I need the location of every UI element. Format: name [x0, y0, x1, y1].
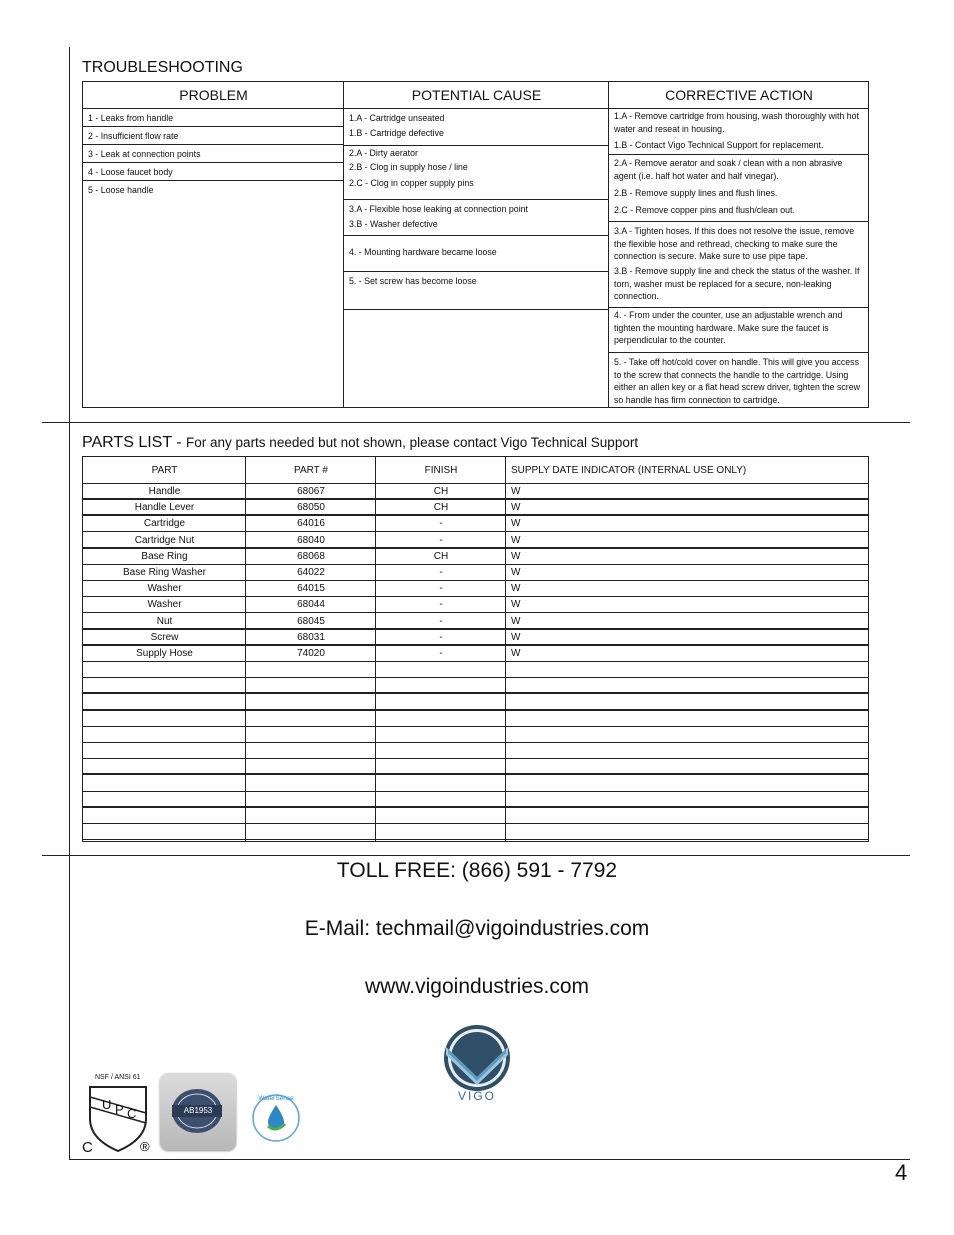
cause-row-1 — [344, 109, 609, 146]
cause-3a: 3.A - Flexible hose leaking at connection point — [349, 204, 528, 214]
supply-date-indicator: W — [511, 518, 521, 530]
action-row-5 — [609, 353, 869, 408]
part-finish: - — [439, 518, 443, 530]
ab1953-logo — [160, 1073, 236, 1150]
part-finish: - — [439, 534, 443, 546]
part-number: 68045 — [297, 615, 325, 627]
part-number: 68068 — [297, 550, 325, 562]
table-row — [83, 630, 868, 646]
part-finish: - — [439, 599, 443, 611]
supply-date-indicator: W — [511, 583, 521, 595]
supply-date-indicator: W — [511, 502, 521, 514]
action-1b: 1.B - Contact Vigo Technical Support for replacement. — [614, 140, 824, 150]
cause-row-3 — [344, 200, 609, 236]
ab1953-text: AB1953 — [183, 1106, 213, 1115]
problem-3: 3 - Leak at connection points — [83, 145, 344, 163]
upc-registered-mark: ® — [140, 1139, 150, 1154]
table-row — [83, 678, 868, 694]
table-row — [83, 581, 868, 597]
header-corrective-action: CORRECTIVE ACTION — [609, 82, 869, 109]
action-row-2 — [609, 155, 869, 222]
action-2b: 2.B - Remove supply lines and flush lines. — [614, 188, 778, 198]
header-finish: FINISH — [424, 465, 458, 476]
table-row — [83, 808, 868, 824]
action-row-3 — [609, 222, 869, 308]
cause-2c: 2.C - Clog in copper supply pins — [349, 178, 474, 188]
table-row — [83, 484, 868, 500]
part-number: 68044 — [297, 599, 325, 611]
watersense-text: WaterSense — [258, 1095, 294, 1102]
troubleshooting-title: TROUBLESHOOTING — [82, 59, 243, 76]
action-5: 5. - Take off hot/cold cover on handle. This will give you access to the screw that connects the handle to the cartridge. Using either an allen key or a flat head screw driver, tighten the screw so handle has firm connection to cartridge. — [614, 357, 860, 405]
table-row — [83, 646, 868, 662]
cause-4: 4. - Mounting hardware became loose — [349, 247, 497, 257]
problem-4: 4 - Loose faucet body — [83, 163, 344, 181]
part-name: Screw — [150, 631, 179, 643]
action-2c: 2.C - Remove copper pins and flush/clean out. — [614, 205, 795, 215]
action-2a: 2.A - Remove aerator and soak / clean with a non abrasive agent (i.e. half hot water and half vinegar). — [614, 158, 843, 181]
part-number: 64015 — [297, 583, 325, 595]
cause-row-5 — [344, 272, 609, 310]
part-finish: CH — [433, 550, 449, 562]
divider-bottom — [69, 1159, 910, 1160]
supply-date-indicator: W — [511, 534, 521, 546]
supply-date-indicator: W — [511, 631, 521, 643]
watersense-logo — [251, 1093, 301, 1143]
action-row-1 — [609, 109, 869, 155]
table-row — [83, 727, 868, 743]
part-number: 64022 — [297, 567, 325, 578]
part-name: Washer — [147, 583, 182, 595]
vigo-logo — [438, 1025, 516, 1105]
upc-letter-p: P — [115, 1102, 124, 1117]
action-row-4 — [609, 308, 869, 353]
email-address: E-Mail: techmail@vigoindustries.com — [304, 917, 650, 940]
cause-3b: 3.B - Washer defective — [349, 219, 438, 229]
website-url[interactable]: www.vigoindustries.com — [364, 975, 590, 998]
header-problem: PROBLEM — [83, 82, 344, 109]
problem-1: 1 - Leaks from handle — [83, 109, 344, 127]
part-finish: - — [439, 583, 443, 595]
part-name: Base Ring — [141, 550, 188, 562]
page-number: 4 — [895, 1160, 908, 1185]
table-row — [83, 597, 868, 613]
parts-table — [82, 456, 869, 842]
upc-c-mark: C — [82, 1139, 93, 1156]
table-row — [83, 565, 868, 581]
table-row — [83, 533, 868, 549]
part-name: Base Ring Washer — [123, 567, 206, 578]
upc-letter-u: U — [102, 1097, 112, 1112]
table-row — [83, 662, 868, 678]
part-finish: - — [439, 615, 443, 627]
part-name: Cartridge — [143, 518, 186, 530]
part-number: 74020 — [297, 648, 325, 659]
divider-top — [42, 422, 910, 423]
cause-2b: 2.B - Clog in supply hose / line — [349, 162, 468, 172]
part-number: 68067 — [297, 486, 325, 497]
supply-date-indicator: W — [511, 648, 521, 659]
table-row — [83, 711, 868, 727]
table-row — [83, 824, 868, 840]
table-row — [83, 759, 868, 775]
divider-middle — [42, 855, 910, 856]
cause-row-4 — [344, 236, 609, 272]
table-row — [83, 614, 868, 630]
part-finish: - — [439, 648, 443, 659]
table-row — [83, 549, 868, 565]
action-3b: 3.B - Remove supply line and check the status of the washer. If torn, washer must be replaced for a secure, non-leaking connection. — [614, 266, 860, 302]
part-number: 68040 — [297, 534, 325, 546]
part-name: Handle — [148, 486, 181, 497]
troubleshooting-table — [82, 81, 869, 408]
table-row — [83, 516, 868, 532]
part-name: Nut — [156, 615, 173, 627]
cause-5: 5. - Set screw has become loose — [349, 276, 477, 286]
table-row — [83, 776, 868, 792]
header-part-number: PART # — [294, 465, 328, 476]
supply-date-indicator: W — [511, 567, 521, 578]
problem-2: 2 - Insufficient flow rate — [83, 127, 344, 145]
upc-shield-logo — [82, 1083, 154, 1155]
supply-date-indicator: W — [511, 550, 521, 562]
part-name: Cartridge Nut — [134, 534, 195, 546]
parts-list-title — [82, 434, 638, 452]
table-row — [83, 500, 868, 516]
table-row — [83, 792, 868, 808]
header-potential-cause: POTENTIAL CAUSE — [344, 82, 609, 109]
supply-date-indicator: W — [511, 486, 521, 497]
action-3a: 3.A - Tighten hoses. If this does not resolve the issue, remove the flexible hose and rethread, checking to make sure the connection is secure. Make sure to use pipe tape. — [614, 226, 855, 262]
action-4: 4. - From under the counter, use an adjustable wrench and tighten the mounting hardware. Make sure the faucet is perpendicular to the counter. — [614, 310, 843, 346]
header-supply-date: SUPPLY DATE INDICATOR (INTERNAL USE ONLY) — [511, 465, 747, 476]
header-part: PART — [151, 465, 178, 476]
table-row — [83, 743, 868, 759]
table-row — [83, 695, 868, 711]
part-name: Supply Hose — [136, 648, 193, 659]
part-number: 68050 — [297, 502, 325, 514]
cause-2a: 2.A - Dirty aerator — [349, 148, 418, 158]
part-number: 64016 — [297, 518, 325, 530]
parts-header-row — [83, 457, 868, 484]
part-number: 68031 — [297, 631, 325, 643]
upc-letter-c: C — [127, 1106, 137, 1121]
parts-list-heading: PARTS LIST - — [82, 434, 187, 451]
cause-1b: 1.B - Cartridge defective — [349, 128, 444, 138]
cause-1a: 1.A - Cartridge unseated — [349, 113, 445, 123]
part-finish: CH — [433, 502, 449, 514]
supply-date-indicator: W — [511, 615, 521, 627]
parts-list-subtitle: For any parts needed but not shown, please contact Vigo Technical Support — [186, 435, 639, 450]
problem-5: 5 - Loose handle — [88, 185, 154, 195]
supply-date-indicator: W — [511, 599, 521, 611]
part-finish: - — [439, 631, 443, 643]
part-finish: CH — [433, 486, 449, 497]
nsf-label: NSF / ANSI 61 — [95, 1074, 141, 1081]
action-1a: 1.A - Remove cartridge from housing, wash thoroughly with hot water and reseat in housing. — [614, 111, 859, 134]
part-name: Handle Lever — [134, 502, 195, 514]
toll-free-phone: TOLL FREE: (866) 591 - 7792 — [336, 859, 618, 882]
part-name: Washer — [147, 599, 182, 611]
cause-row-2 — [344, 146, 609, 200]
vigo-wordmark: VIGO — [457, 1089, 496, 1103]
part-finish: - — [439, 567, 443, 578]
